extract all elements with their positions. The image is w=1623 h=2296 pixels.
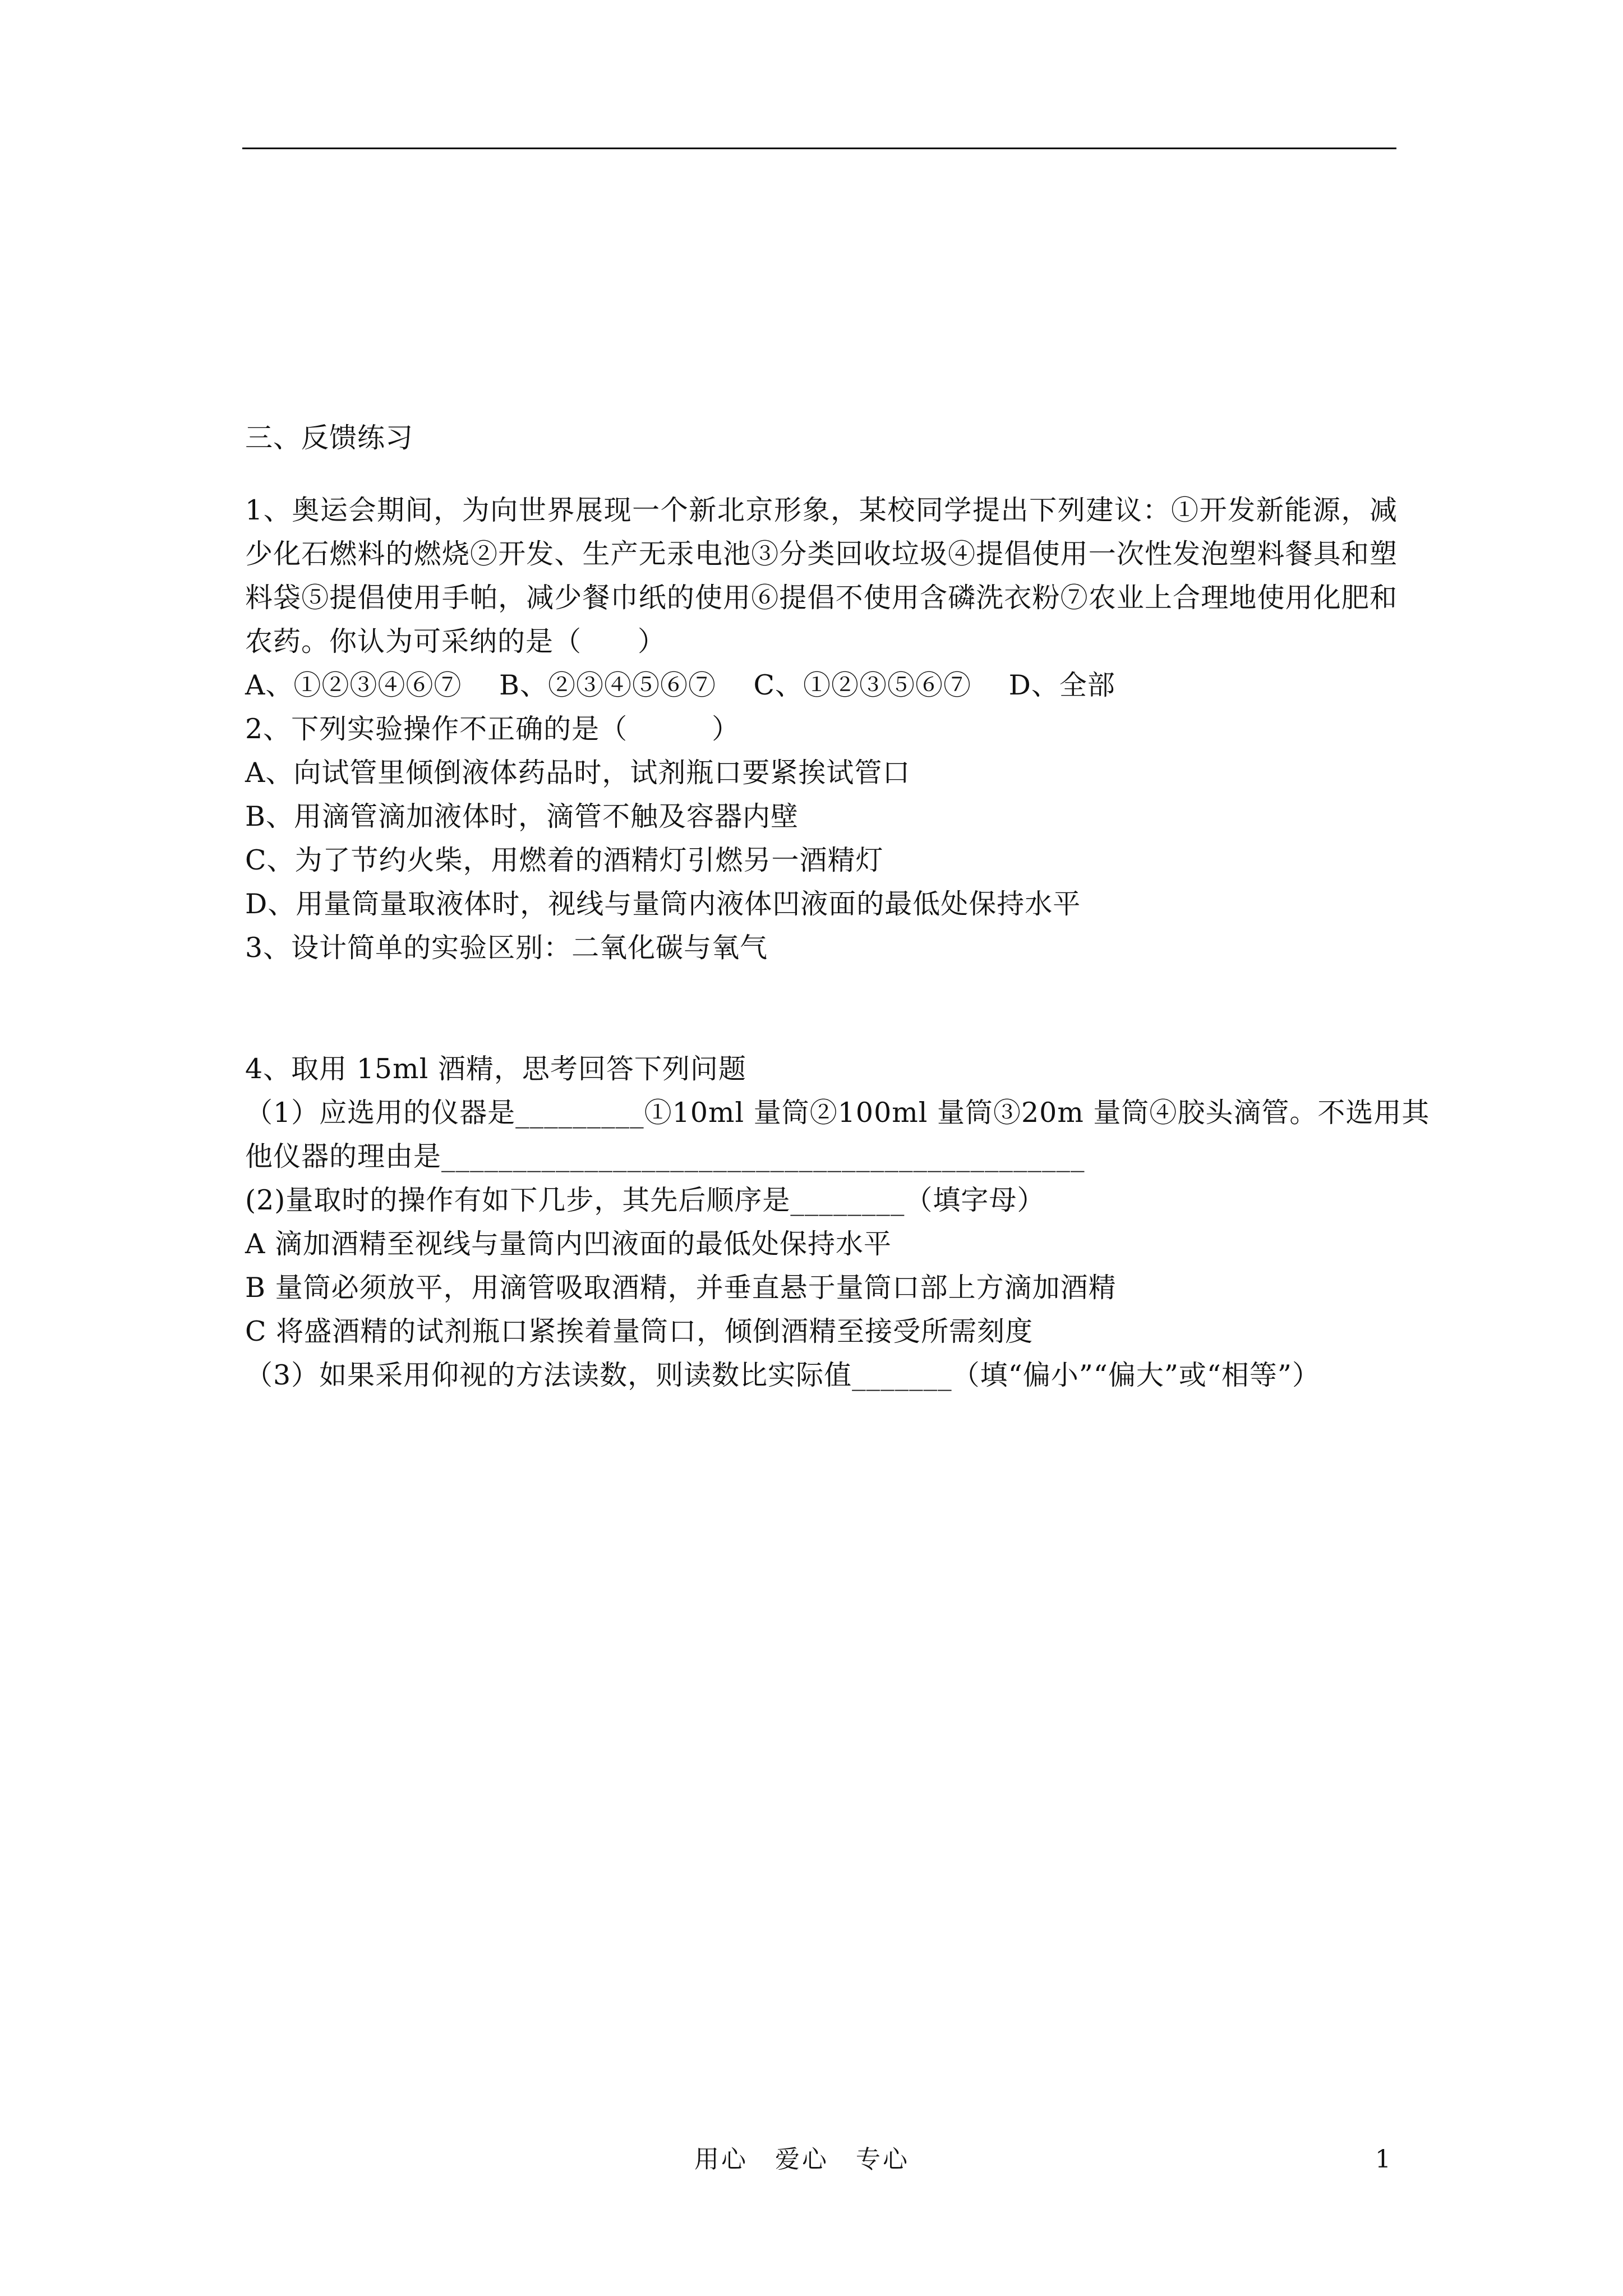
section-title: 三、反馈练习 [245,422,414,454]
question-4-step-c: C 将盛酒精的试剂瓶口紧挨着量筒口，倾倒酒精至接受所需刻度 [245,1315,1034,1347]
question-1-stem: 1、奥运会期间，为向世界展现一个新北京形象，某校同学提出下列建议：①开发新能源，减少化石燃料的燃烧②开发、生产无汞电池③分类回收垃圾④提倡使用一次性发泡塑料餐具和塑料袋⑤提倡使用手帕，减少餐巾纸的使用⑥提倡不使用含磷洗衣粉⑦农业上合理地使用化肥和农药。你认为可采纳的是（ ） [245,494,1398,657]
question-4-step-a: A 滴加酒精至视线与量筒内凹液面的最低处保持水平 [245,1228,892,1260]
page-number: 1 [1375,2145,1391,2174]
question-3-stem: 3、设计简单的实验区别：二氧化碳与氧气 [245,932,768,964]
question-1-options: A、①②③④⑥⑦ B、②③④⑤⑥⑦ C、①②③⑤⑥⑦ D、全部 [245,669,1115,701]
worksheet-body [245,416,1430,1397]
answer-space [245,970,1398,1047]
question-2-option-d: D、用量筒量取液体时，视线与量筒内液体凹液面的最低处保持水平 [245,888,1081,920]
question-4-part-1-line-2: 他仪器的理由是_____________________________________________ [245,1140,1085,1172]
question-2-stem: 2、下列实验操作不正确的是（ ） [245,713,740,745]
question-4-part-1-line-1: （1）应选用的仪器是_________①10ml 量筒②100ml 量筒③20m 量筒④胶头滴管。不选用其 [245,1097,1430,1129]
question-4-part-3: （3）如果采用仰视的方法读数，则读数比实际值_______（填“偏小”“偏大”或“相等”） [245,1359,1320,1391]
header-rule [242,148,1396,149]
question-2-option-a: A、向试管里倾倒液体药品时，试剂瓶口要紧挨试管口 [245,757,911,789]
question-4-stem: 4、取用 15ml 酒精，思考回答下列问题 [245,1053,746,1085]
question-4-part-2: (2)量取时的操作有如下几步，其先后顺序是________（填字母） [245,1184,1045,1216]
question-4-step-b: B 量筒必须放平，用滴管吸取酒精，并垂直悬于量筒口部上方滴加酒精 [245,1272,1117,1304]
question-2-option-b: B、用滴管滴加液体时，滴管不触及容器内壁 [245,800,799,832]
question-2-option-c: C、为了节约火柴，用燃着的酒精灯引燃另一酒精灯 [245,844,884,876]
footer-motto: 用心 爱心 专心 [694,2145,910,2174]
